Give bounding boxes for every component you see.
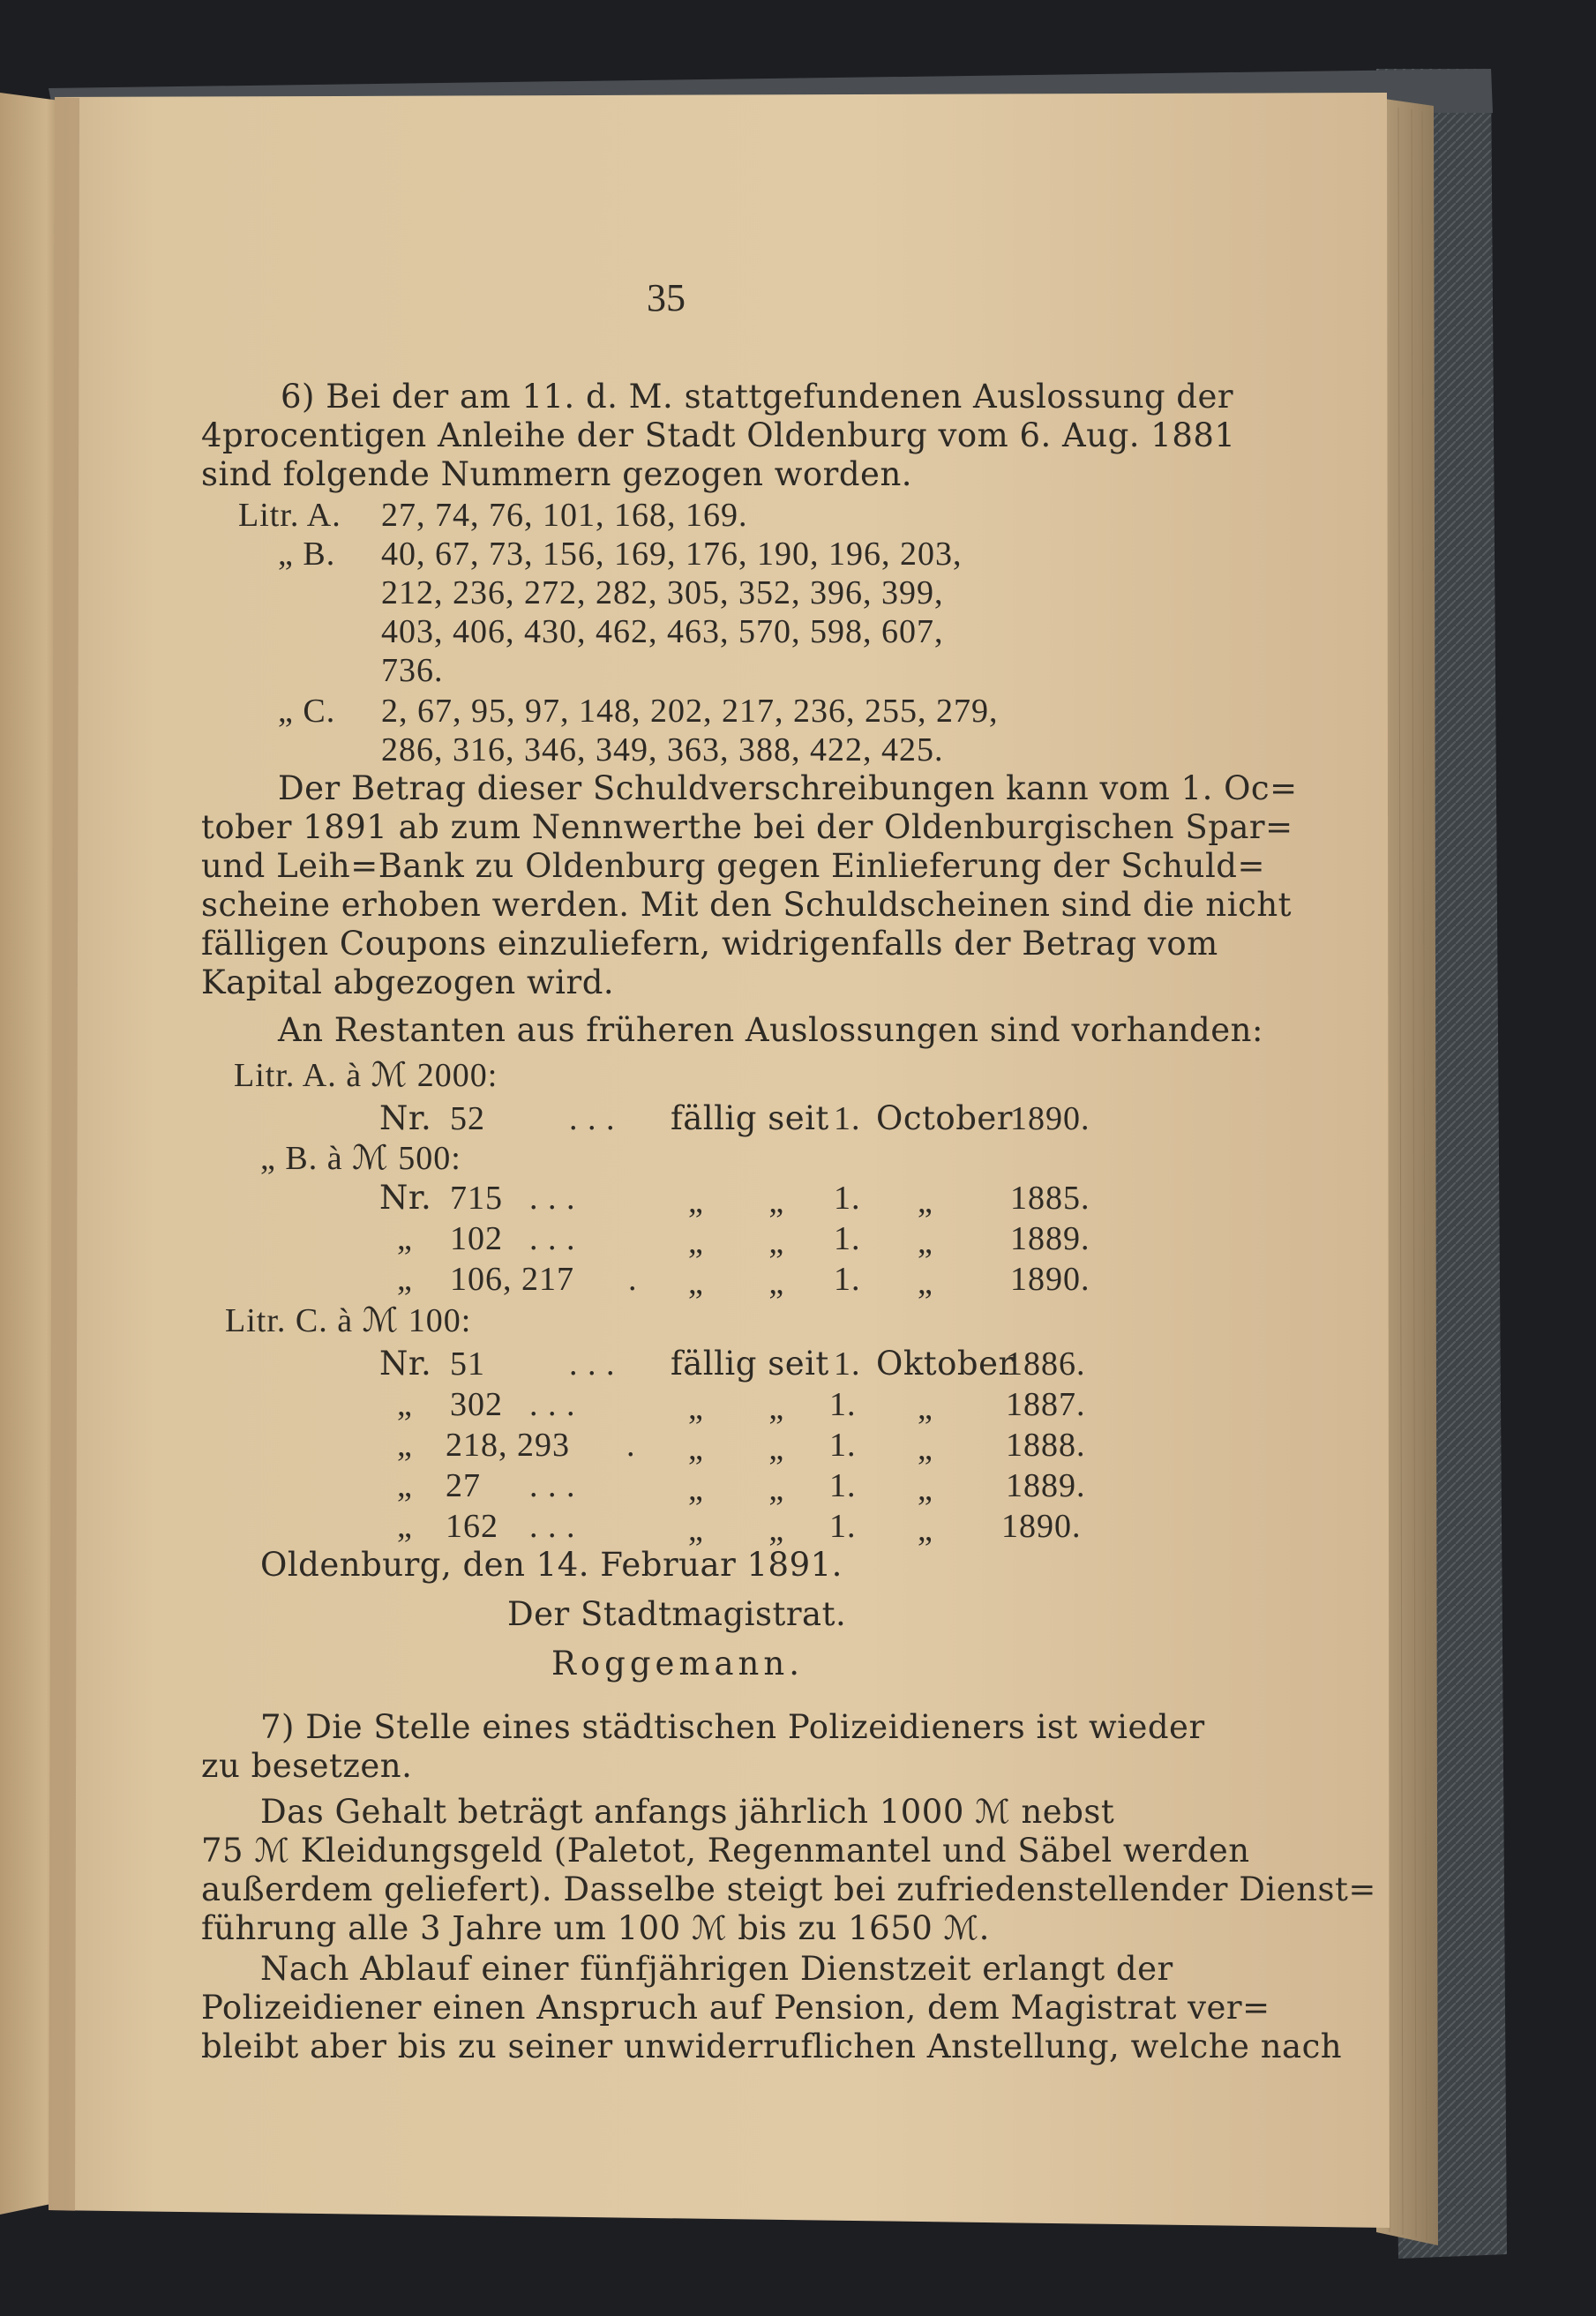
remnants-heading: An Restanten aus früheren Auslossungen sind vorhanden: xyxy=(278,1011,1263,1049)
remnant-dots: . . . xyxy=(569,1100,616,1137)
remnant-year: 1886. xyxy=(1006,1345,1086,1383)
payment-paragraph-line: fälligen Coupons einzuliefern, widrigenfalls der Betrag vom xyxy=(201,925,1218,963)
remnant-number: 106, 217 xyxy=(450,1261,574,1298)
salary-paragraph-line: Das Gehalt beträgt anfangs jährlich 1000 ℳ nebst xyxy=(260,1793,1115,1831)
remnant-day: 1. xyxy=(829,1508,857,1545)
remnant-month-ditto: „ xyxy=(918,1183,933,1220)
payment-paragraph-line: und Leih=Bank zu Oldenburg gegen Einlieferung der Schuld= xyxy=(201,847,1265,885)
remnant-number: 302 xyxy=(450,1386,503,1423)
litr-b-numbers-line: 403, 406, 430, 462, 463, 570, 598, 607, xyxy=(381,613,944,650)
remnants-group-header: „ B. à ℳ 500: xyxy=(260,1140,461,1177)
remnant-year: 1890. xyxy=(1010,1100,1090,1137)
remnant-month-ditto: „ xyxy=(918,1511,933,1548)
remnant-day: 1. xyxy=(829,1467,857,1504)
remnant-due-since: fällig seit xyxy=(671,1345,829,1383)
remnant-day: 1. xyxy=(834,1261,861,1298)
remnant-ditto: „ „ xyxy=(688,1471,785,1508)
remnant-dots: . . . xyxy=(569,1345,616,1383)
remnant-year: 1885. xyxy=(1010,1180,1090,1217)
section7-intro-line: 7) Die Stelle eines städtischen Polizeidieners ist wieder xyxy=(260,1708,1205,1746)
pension-paragraph-line: Nach Ablauf einer fünfjährigen Dienstzeit erlangt der xyxy=(260,1950,1173,1988)
issuing-authority: Der Stadtmagistrat. xyxy=(507,1595,847,1633)
salary-paragraph-line: 75 ℳ Kleidungsgeld (Paletot, Regenmantel und Säbel werden xyxy=(201,1832,1250,1870)
payment-paragraph-line: Kapital abgezogen wird. xyxy=(201,963,615,1001)
remnant-day: 1. xyxy=(834,1180,861,1217)
remnant-month-ditto: „ xyxy=(918,1224,933,1261)
remnant-month-ditto: „ xyxy=(918,1430,933,1467)
litr-c-label: „ C. xyxy=(278,693,336,730)
section7-intro-line: zu besetzen. xyxy=(201,1747,413,1785)
remnant-ditto: „ „ xyxy=(688,1430,785,1467)
salary-paragraph-line: führung alle 3 Jahre um 100 ℳ bis zu 1650 ℳ. xyxy=(201,1909,990,1947)
remnant-month-ditto: „ xyxy=(918,1471,933,1508)
remnant-nr: „ xyxy=(397,1386,413,1423)
remnant-year: 1889. xyxy=(1010,1220,1090,1257)
remnant-number: 51 xyxy=(450,1345,485,1383)
remnants-group-header: Litr. A. à ℳ 2000: xyxy=(234,1057,498,1094)
remnants-group-header: Litr. C. à ℳ 100: xyxy=(225,1302,472,1339)
section6-intro-line: 4procentigen Anleihe der Stadt Oldenburg vom 6. Aug. 1881 xyxy=(201,416,1236,454)
remnant-month-ditto: „ xyxy=(918,1264,933,1301)
litr-b-numbers-line: 40, 67, 73, 156, 169, 176, 190, 196, 203, xyxy=(381,536,963,573)
remnant-ditto: „ „ xyxy=(688,1511,785,1548)
payment-paragraph-line: Der Betrag dieser Schuldverschreibungen kann vom 1. Oc= xyxy=(278,769,1298,807)
payment-paragraph-line: scheine erhoben werden. Mit den Schuldscheinen sind die nicht xyxy=(201,886,1293,924)
remnant-nr: Nr. xyxy=(379,1179,432,1217)
remnant-dots: . . . xyxy=(529,1180,576,1217)
remnant-month: Oktober xyxy=(876,1345,1015,1383)
remnant-year: 1890. xyxy=(1010,1261,1090,1298)
remnant-day: 1. xyxy=(834,1345,861,1383)
litr-b-label: „ B. xyxy=(278,536,336,573)
remnant-month: October xyxy=(876,1099,1013,1137)
remnant-nr: „ xyxy=(397,1261,413,1298)
remnant-year: 1888. xyxy=(1006,1427,1086,1464)
pension-paragraph-line: bleibt aber bis zu seiner unwiderruflichen Anstellung, welche nach xyxy=(201,2027,1343,2065)
remnant-ditto: „ „ xyxy=(688,1183,785,1220)
remnant-number: 27 xyxy=(446,1467,481,1504)
remnant-nr: „ xyxy=(397,1467,413,1504)
litr-c-numbers-line: 286, 316, 346, 349, 363, 388, 422, 425. xyxy=(381,731,944,768)
remnant-nr: Nr. xyxy=(379,1345,432,1383)
litr-b-numbers-line: 736. xyxy=(381,652,444,689)
remnant-year: 1889. xyxy=(1006,1467,1086,1504)
remnant-number: 52 xyxy=(450,1100,485,1137)
remnant-month-ditto: „ xyxy=(918,1390,933,1427)
remnant-day: 1. xyxy=(829,1386,857,1423)
remnant-day: 1. xyxy=(834,1100,861,1137)
remnant-number: 218, 293 xyxy=(446,1427,570,1464)
remnant-year: 1887. xyxy=(1006,1386,1086,1423)
remnant-dots: . . . xyxy=(529,1386,576,1423)
remnant-nr: „ xyxy=(397,1427,413,1464)
litr-a-label: Litr. A. xyxy=(238,497,341,534)
section6-intro-line: sind folgende Nummern gezogen worden. xyxy=(201,455,913,493)
pension-paragraph-line: Polizeidiener einen Anspruch auf Pension, dem Magistrat ver= xyxy=(201,1989,1270,2027)
litr-a-numbers: 27, 74, 76, 101, 168, 169. xyxy=(381,497,748,534)
litr-c-numbers-line: 2, 67, 95, 97, 148, 202, 217, 236, 255, 279, xyxy=(381,693,999,730)
remnant-ditto: „ „ xyxy=(688,1224,785,1261)
payment-paragraph-line: tober 1891 ab zum Nennwerthe bei der Oldenburgischen Spar= xyxy=(201,808,1293,846)
remnant-nr: „ xyxy=(397,1508,413,1545)
remnant-year: 1890. xyxy=(1001,1508,1082,1545)
remnant-dots: . xyxy=(626,1427,636,1464)
remnant-dots: . xyxy=(628,1261,638,1298)
remnant-day: 1. xyxy=(829,1427,857,1464)
section6-intro-line: 6) Bei der am 11. d. M. stattgefundenen Auslossung der xyxy=(281,378,1234,416)
remnant-number: 102 xyxy=(450,1220,503,1257)
remnant-nr: Nr. xyxy=(379,1099,432,1137)
remnant-number: 715 xyxy=(450,1180,503,1217)
signature-name: Roggemann. xyxy=(551,1645,804,1683)
remnant-dots: . . . xyxy=(529,1220,576,1257)
remnant-day: 1. xyxy=(834,1220,861,1257)
page-number: 35 xyxy=(647,276,686,319)
remnant-due-since: fällig seit xyxy=(671,1099,829,1137)
remnant-nr: „ xyxy=(397,1220,413,1257)
litr-b-numbers-line: 212, 236, 272, 282, 305, 352, 396, 399, xyxy=(381,574,944,611)
remnant-dots: . . . xyxy=(529,1467,576,1504)
remnant-dots: . . . xyxy=(529,1508,576,1545)
dateline: Oldenburg, den 14. Februar 1891. xyxy=(260,1546,843,1584)
salary-paragraph-line: außerdem geliefert). Dasselbe steigt bei zufriedenstellender Dienst= xyxy=(201,1870,1376,1908)
remnant-ditto: „ „ xyxy=(688,1264,785,1301)
remnant-number: 162 xyxy=(446,1508,498,1545)
remnant-ditto: „ „ xyxy=(688,1390,785,1427)
